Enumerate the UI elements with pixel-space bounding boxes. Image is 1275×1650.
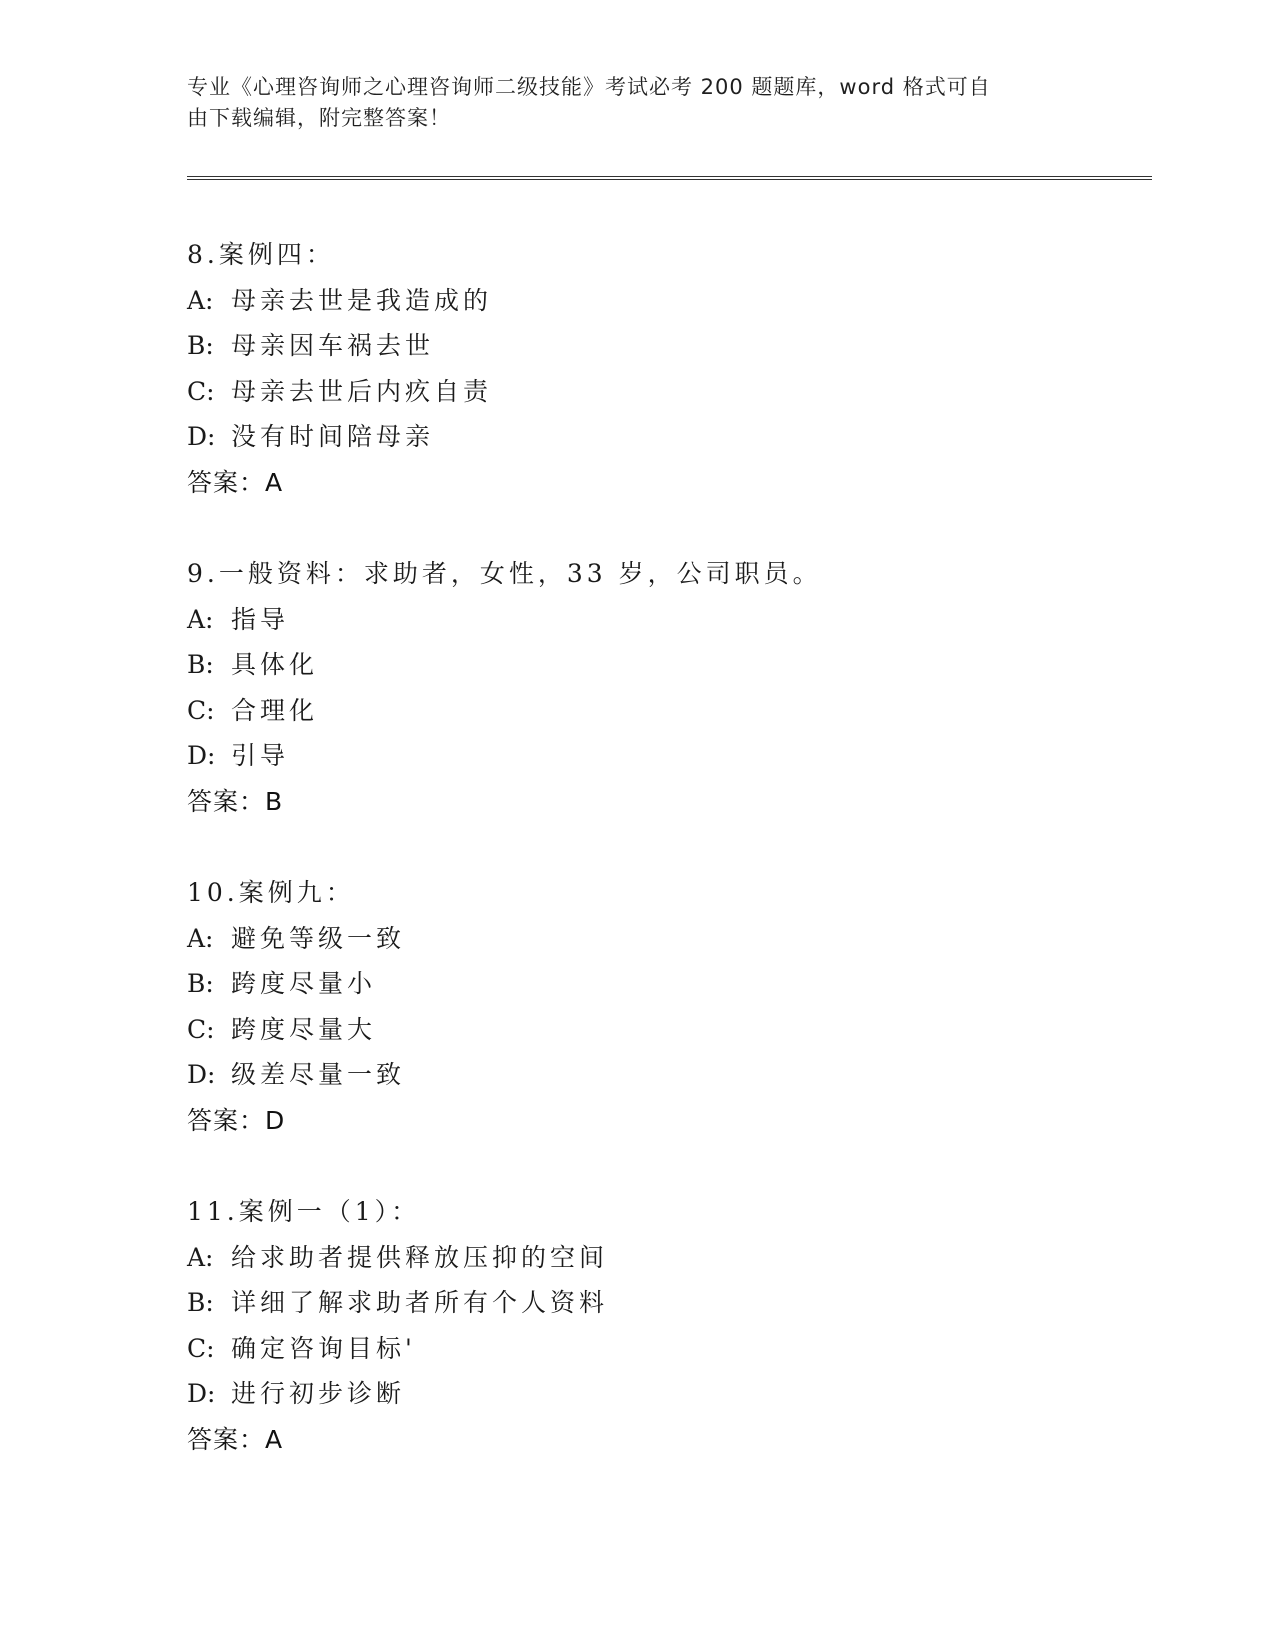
question-title: 8.案例四：	[187, 240, 335, 269]
option-letter: C:	[187, 1333, 215, 1363]
option-text: 避免等级一致	[231, 923, 406, 953]
option-text: 具体化	[231, 650, 319, 679]
option-c	[187, 1326, 1147, 1372]
option-letter: B:	[187, 331, 214, 360]
option-c	[187, 688, 1147, 734]
option-d	[187, 733, 1147, 779]
option-text: 进行初步诊断	[231, 1379, 406, 1408]
option-a	[187, 1235, 1147, 1281]
option-text: 没有时间陪母亲	[231, 422, 435, 451]
option-a	[187, 278, 1147, 324]
option-b	[187, 1280, 1147, 1326]
option-text: 母亲去世是我造成的	[231, 285, 493, 315]
option-text: 母亲去世后内疚自责	[231, 376, 493, 406]
question-title: 10.案例九：	[187, 878, 355, 907]
header-line-1: 专业《心理咨询师之心理咨询师二级技能》考试必考 200 题题库，word 格式可自	[187, 75, 991, 99]
option-letter: A:	[187, 604, 214, 634]
option-letter: C:	[187, 1014, 215, 1044]
answer-line: 答案：B	[187, 786, 284, 816]
option-b	[187, 642, 1147, 688]
answer-line: 答案：A	[187, 467, 284, 497]
option-letter: C:	[187, 376, 215, 406]
question-list	[187, 232, 1147, 1508]
option-a	[187, 916, 1147, 962]
option-text: 确定咨询目标'	[231, 1333, 416, 1363]
answer-line: 答案：A	[187, 1424, 284, 1454]
option-letter: B:	[187, 1288, 214, 1317]
option-letter: A:	[187, 285, 214, 315]
option-b	[187, 961, 1147, 1007]
option-text: 指导	[231, 604, 290, 634]
answer-line: 答案：D	[187, 1105, 286, 1135]
option-text: 给求助者提供释放压抑的空间	[231, 1242, 609, 1272]
option-text: 引导	[231, 741, 290, 770]
option-text: 母亲因车祸去世	[231, 331, 435, 360]
header-divider	[187, 176, 1152, 180]
option-letter: D:	[187, 1060, 216, 1089]
option-c	[187, 1007, 1147, 1053]
document-header	[187, 72, 1067, 134]
header-line-2: 由下载编辑，附完整答案！	[187, 106, 451, 130]
option-letter: C:	[187, 695, 215, 725]
option-d	[187, 1052, 1147, 1098]
option-letter: B:	[187, 650, 214, 679]
question-8	[187, 232, 1147, 505]
option-letter: A:	[187, 1242, 214, 1272]
question-title: 11.案例一（1）：	[187, 1197, 421, 1226]
option-text: 跨度尽量小	[231, 969, 377, 998]
question-11	[187, 1189, 1147, 1462]
option-text: 级差尽量一致	[231, 1060, 406, 1089]
option-letter: D:	[187, 422, 216, 451]
question-10	[187, 870, 1147, 1143]
option-c	[187, 369, 1147, 415]
question-title: 9.一般资料：求助者，女性，33 岁，公司职员。	[187, 559, 822, 588]
option-letter: B:	[187, 969, 214, 998]
option-text: 跨度尽量大	[231, 1014, 377, 1044]
question-9	[187, 551, 1147, 824]
option-letter: A:	[187, 923, 214, 953]
option-text: 详细了解求助者所有个人资料	[231, 1288, 609, 1317]
option-d	[187, 1371, 1147, 1417]
option-text: 合理化	[231, 695, 319, 725]
option-d	[187, 414, 1147, 460]
option-a	[187, 597, 1147, 643]
option-letter: D:	[187, 741, 216, 770]
option-letter: D:	[187, 1379, 216, 1408]
option-b	[187, 323, 1147, 369]
